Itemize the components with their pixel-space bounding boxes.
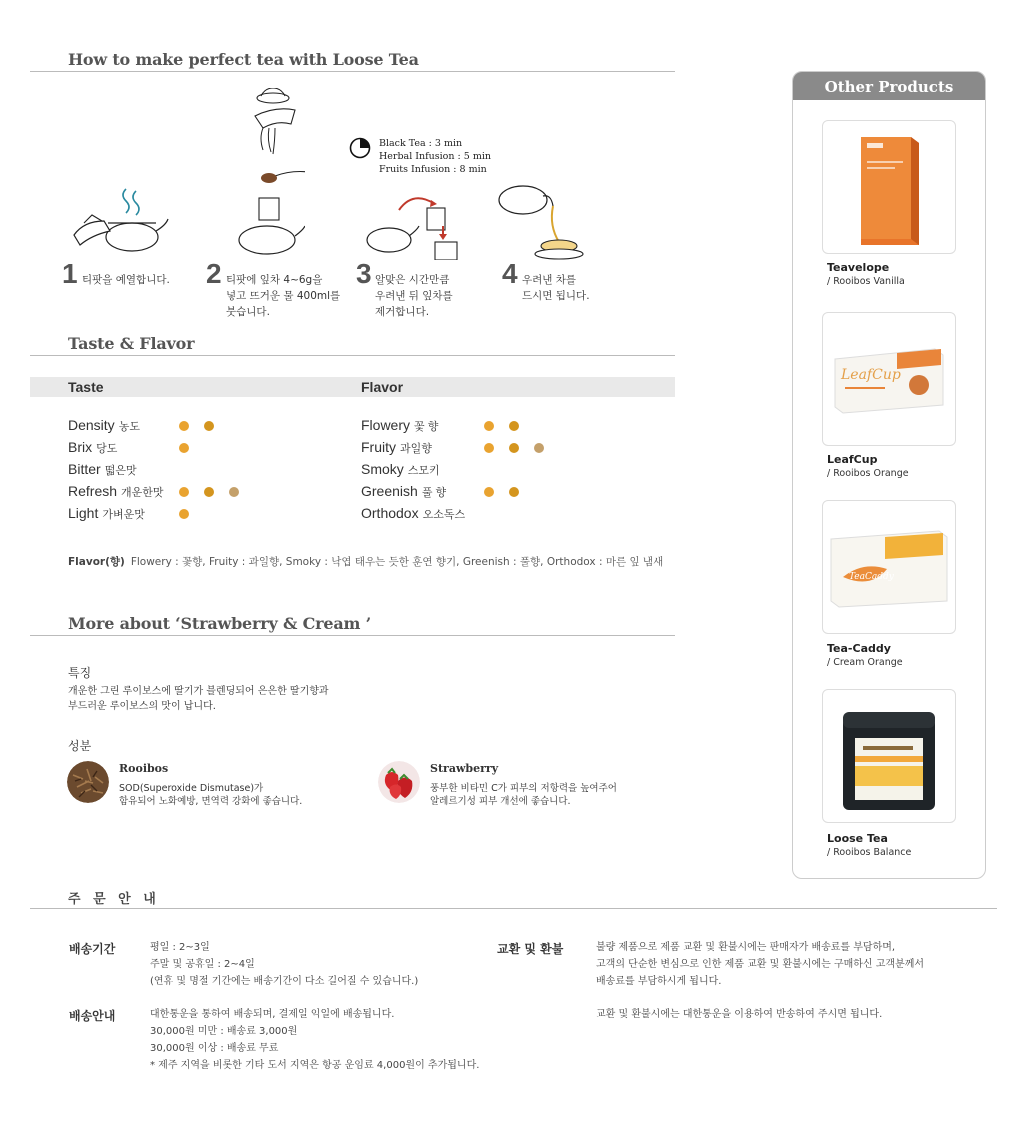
ingredients-title: 성분 <box>68 739 92 753</box>
ingredient-strawberry-name: Strawberry <box>430 762 499 775</box>
step-4-text <box>522 272 590 304</box>
ingredient-rooibos-desc <box>119 782 302 808</box>
more-about-divider <box>30 635 675 636</box>
product-loosetea-sub: / Rooibos Balance <box>827 847 912 858</box>
add-leaves-icon <box>235 88 305 263</box>
step-3-line: 우려낸 뒤 잎차를 <box>375 290 453 302</box>
product-leafcup-sub: / Rooibos Orange <box>827 468 909 479</box>
flavor-label-ko: 풀 향 <box>421 487 447 499</box>
features-text <box>68 684 329 714</box>
shipping-info-line: 30,000원 미만 : 배송료 3,000원 <box>150 1026 298 1037</box>
shipping-period-line: 주말 및 공휴일 : 2~4일 <box>150 959 255 970</box>
flavor-row-orthodox <box>361 505 465 525</box>
flavor-label: Smoky <box>361 461 404 477</box>
step-2-text <box>226 272 340 320</box>
step-1-text <box>82 272 170 288</box>
ingredient-desc-line: SOD(Superoxide Dismutase)가 <box>119 783 264 794</box>
taste-label-ko: 떫은맛 <box>104 465 137 477</box>
strawberry-image <box>378 761 420 803</box>
step-3-line: 제거합니다. <box>375 306 430 318</box>
taste-row-brix <box>68 439 117 459</box>
step-1-line: 티팟을 예열합니다. <box>82 274 170 286</box>
product-teacaddy-image[interactable] <box>822 500 956 634</box>
other-products-sidebar <box>792 71 986 879</box>
flavor-row-flowery <box>361 417 438 437</box>
preheat-teapot-icon <box>70 185 170 257</box>
taste-level-dot <box>204 421 214 431</box>
taste-label-ko: 가벼운맛 <box>102 509 145 521</box>
teavelope-box-image <box>823 121 955 253</box>
step-3-line: 알맞은 시간만큼 <box>375 274 450 286</box>
taste-label: Light <box>68 505 99 521</box>
flavor-label: Greenish <box>361 483 418 499</box>
features-line: 개운한 그린 루이보스에 딸기가 블렌딩되어 은은한 딸기향과 <box>68 686 329 697</box>
step-3-text <box>375 272 453 320</box>
exchange-line: 불량 제품으로 제품 교환 및 환불시에는 판매자가 배송료를 부담하며, <box>596 942 896 953</box>
flavor-level-dot <box>509 487 519 497</box>
how-to-divider <box>30 71 675 72</box>
step-4-line: 드시면 됩니다. <box>522 290 590 302</box>
product-leafcup-image[interactable] <box>822 312 956 446</box>
flavor-note <box>68 554 663 569</box>
taste-flavor-table-header <box>30 377 675 397</box>
taste-label: Bitter <box>68 461 101 477</box>
brew-time-herbal: Herbal Infusion : 5 min <box>379 151 491 162</box>
other-products-title: Other Products <box>793 72 985 100</box>
step-4-line: 우려낸 차를 <box>522 274 577 286</box>
shipping-info-label: 배송안내 <box>69 1009 116 1023</box>
flavor-row-smoky <box>361 461 440 481</box>
exchange-text <box>596 939 924 990</box>
flavor-label: Orthodox <box>361 505 419 521</box>
shipping-info-line: 대한통운을 통하여 배송되며, 결제일 익일에 배송됩니다. <box>150 1009 395 1020</box>
order-info-divider <box>30 908 997 909</box>
exchange-line: 배송료를 부담하시게 됩니다. <box>596 976 722 987</box>
ingredient-strawberry-desc <box>430 782 617 808</box>
taste-level-dot <box>179 443 189 453</box>
ingredient-desc-line: 풍부한 비타민 C가 피부의 저항력을 높여주어 <box>430 783 617 794</box>
taste-level-dot <box>179 509 189 519</box>
product-teacaddy-name[interactable]: Tea-Caddy <box>827 642 891 655</box>
step-2-line: 붓습니다. <box>226 306 270 318</box>
taste-level-dot <box>229 487 239 497</box>
flavor-header: Flavor <box>361 379 404 395</box>
features-title: 특징 <box>68 666 92 680</box>
features-line: 부드러운 루이보스의 맛이 납니다. <box>68 701 216 712</box>
flavor-label-ko: 과일향 <box>400 443 432 455</box>
exchange-extra: 교환 및 환불시에는 대한통운을 이용하여 반송하여 주시면 됩니다. <box>596 1009 883 1020</box>
flavor-level-dot <box>484 487 494 497</box>
shipping-period-line: 평일 : 2~3일 <box>150 942 210 953</box>
shipping-period-line: (연휴 및 명절 기간에는 배송기간이 다소 길어질 수 있습니다.) <box>150 976 419 987</box>
product-leafcup-name[interactable]: LeafCup <box>827 453 878 466</box>
taste-label: Brix <box>68 439 93 455</box>
taste-row-refresh <box>68 483 164 503</box>
product-loosetea-name[interactable]: Loose Tea <box>827 832 888 845</box>
leafcup-box-image <box>823 313 955 445</box>
flavor-note-text: Flowery : 꽃향, Fruity : 과일향, Smoky : 낙엽 태우는 듯한 훈연 향기, Greenish : 풀향, Orthodox : 마른 잎 냄새 <box>130 556 664 568</box>
step-2-line: 티팟에 잎차 4~6g을 <box>226 274 323 286</box>
product-teavelope-name[interactable]: Teavelope <box>827 261 890 274</box>
flavor-level-dot <box>509 443 519 453</box>
taste-label-ko: 당도 <box>96 443 118 455</box>
brew-times <box>379 137 491 176</box>
taste-row-light <box>68 505 145 525</box>
flavor-row-fruity <box>361 439 432 459</box>
taste-header: Taste <box>68 379 104 395</box>
flavor-label: Fruity <box>361 439 396 455</box>
rooibos-image <box>67 761 109 803</box>
flavor-label-ko: 꽃 향 <box>414 421 439 433</box>
taste-flavor-title: Taste & Flavor <box>68 334 195 353</box>
flavor-label-ko: 스모키 <box>407 465 440 477</box>
pour-tea-icon <box>497 178 587 262</box>
timer-icon <box>349 137 371 159</box>
taste-level-dot <box>179 421 189 431</box>
loosetea-tin-image <box>823 690 955 822</box>
product-loosetea-image[interactable] <box>822 689 956 823</box>
brew-time-fruits: Fruits Infusion : 8 min <box>379 164 487 175</box>
exchange-label: 교환 및 환불 <box>497 942 564 956</box>
exchange-line: 고객의 단순한 변심으로 인한 제품 교환 및 환불시에는 구매하신 고객분께서 <box>596 959 925 970</box>
ingredient-desc-line: 알레르기성 피부 개선에 좋습니다. <box>430 796 571 807</box>
taste-label: Density <box>68 417 115 433</box>
taste-label: Refresh <box>68 483 118 499</box>
shipping-period-text <box>150 939 418 990</box>
brew-time-black: Black Tea : 3 min <box>379 138 463 149</box>
flavor-label-ko: 오소독스 <box>422 509 466 521</box>
flavor-level-dot <box>484 443 494 453</box>
flavor-note-label: Flavor(향) <box>68 556 125 568</box>
step-4-number: 4 <box>502 258 518 289</box>
product-teavelope-image[interactable] <box>822 120 956 254</box>
step-2-number: 2 <box>206 258 222 289</box>
taste-label-ko: 농도 <box>118 421 140 433</box>
taste-level-dot <box>179 487 189 497</box>
more-about-title: More about ‘Strawberry & Cream ’ <box>68 614 371 633</box>
product-teacaddy-sub: / Cream Orange <box>827 657 903 668</box>
flavor-level-dot <box>484 421 494 431</box>
step-2-line: 넣고 뜨거운 물 400ml를 <box>226 290 341 302</box>
taste-level-dot <box>204 487 214 497</box>
shipping-info-text <box>150 1006 479 1074</box>
shipping-info-line: 30,000원 이상 : 배송료 무료 <box>150 1043 279 1054</box>
step-3-number: 3 <box>356 258 372 289</box>
remove-leaves-icon <box>365 190 465 260</box>
shipping-period-label: 배송기간 <box>69 942 116 956</box>
taste-row-density <box>68 417 140 437</box>
flavor-label: Flowery <box>361 417 411 433</box>
teacaddy-box-image <box>823 501 955 633</box>
product-teavelope-sub: / Rooibos Vanilla <box>827 276 905 287</box>
flavor-level-dot <box>534 443 544 453</box>
svg-text:TeaCaddy: TeaCaddy <box>849 572 894 582</box>
svg-text:LeafCup: LeafCup <box>841 367 901 383</box>
taste-flavor-divider <box>30 355 675 356</box>
how-to-title: How to make perfect tea with Loose Tea <box>68 50 419 69</box>
ingredient-rooibos-name: Rooibos <box>119 762 169 775</box>
shipping-info-line: * 제주 지역을 비롯한 기타 도서 지역은 항공 운임료 4,000원이 추가됩니다. <box>150 1060 480 1071</box>
taste-row-bitter <box>68 461 137 481</box>
flavor-row-greenish <box>361 483 446 503</box>
ingredient-desc-line: 함유되어 노화예방, 면역력 강화에 좋습니다. <box>119 796 303 807</box>
taste-label-ko: 개운한맛 <box>121 487 164 499</box>
step-1-number: 1 <box>62 258 78 289</box>
flavor-level-dot <box>509 421 519 431</box>
order-info-title: 주 문 안 내 <box>68 892 160 907</box>
